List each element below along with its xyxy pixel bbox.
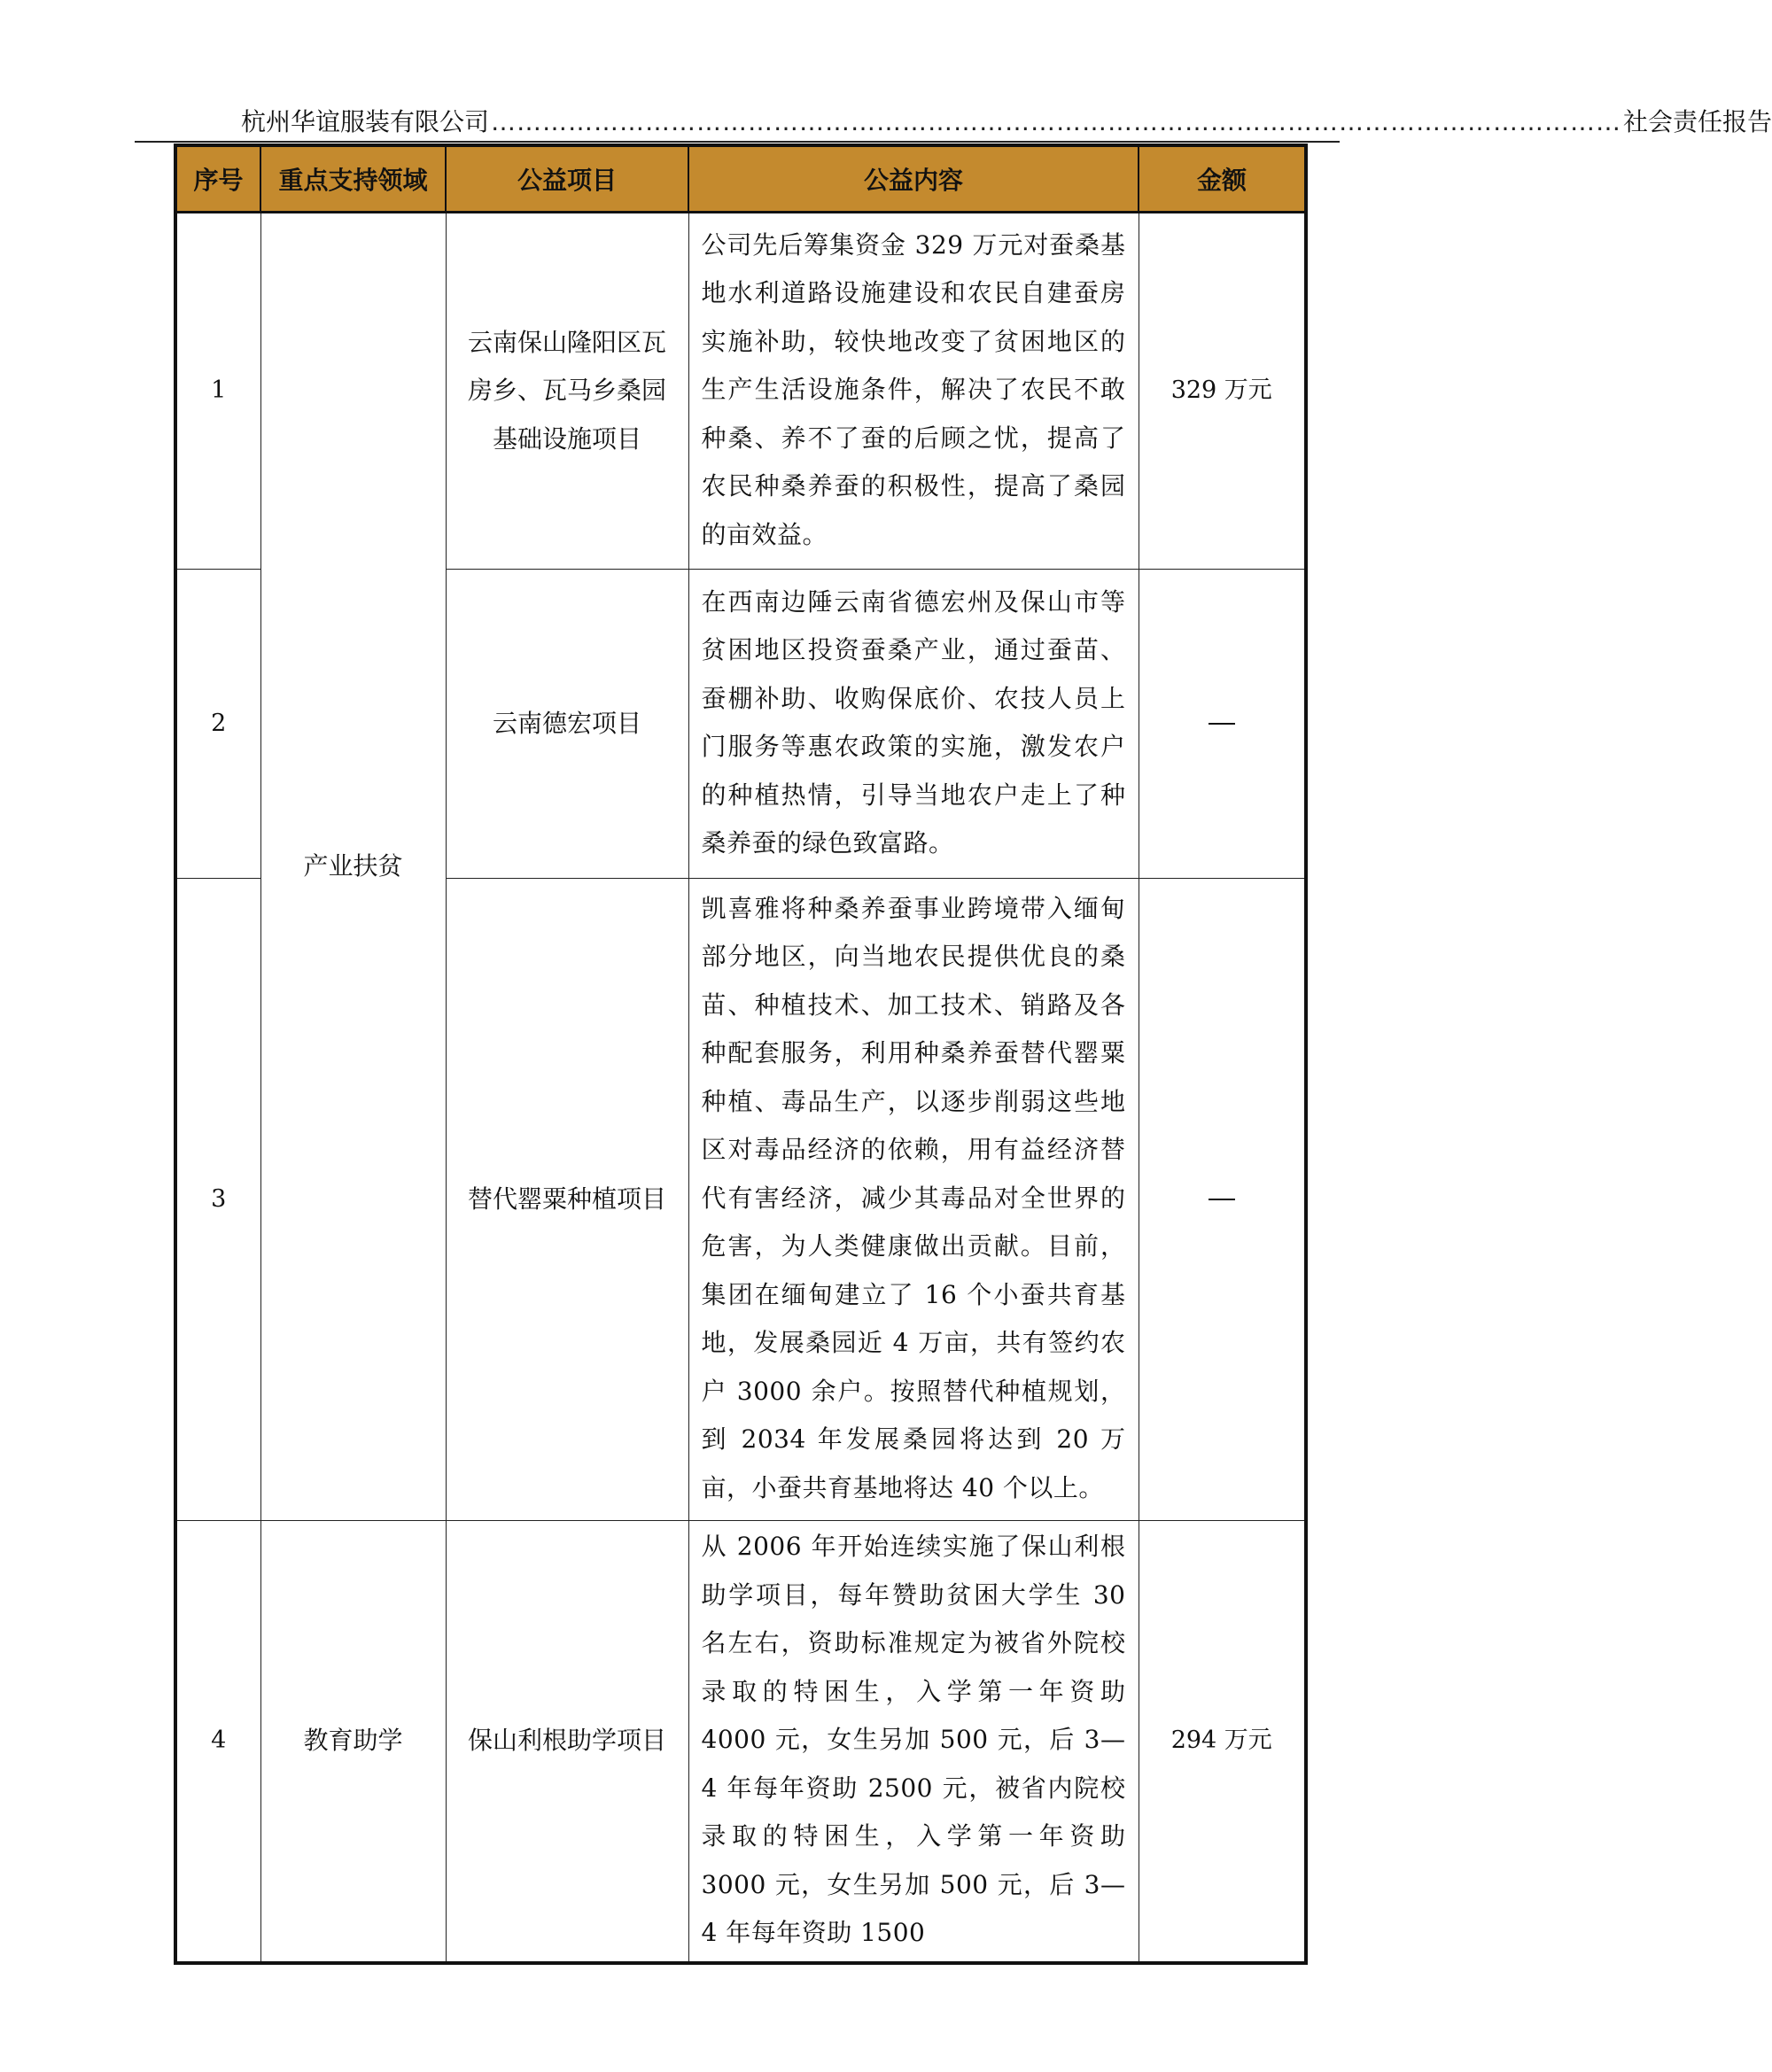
project-name: 云南保山隆阳区瓦房乡、瓦马乡桑园基础设施项目 bbox=[446, 213, 688, 570]
table-header-row bbox=[175, 145, 1306, 213]
report-title: 社会责任报告 bbox=[1623, 107, 1772, 136]
header-rule bbox=[135, 141, 1340, 143]
col-header-content: 公益内容 bbox=[688, 145, 1139, 213]
amount-dash bbox=[1209, 1199, 1235, 1200]
col-header-no: 序号 bbox=[175, 145, 260, 213]
col-header-project: 公益项目 bbox=[446, 145, 688, 213]
row-number: 2 bbox=[175, 570, 260, 879]
table-row bbox=[175, 213, 1306, 570]
row-number: 4 bbox=[175, 1521, 260, 1963]
project-name: 替代罂粟种植项目 bbox=[446, 879, 688, 1521]
project-name: 云南德宏项目 bbox=[446, 570, 688, 879]
company-name: 杭州华谊服装有限公司 bbox=[241, 107, 490, 136]
col-header-field: 重点支持领域 bbox=[260, 145, 446, 213]
project-amount: 329 万元 bbox=[1139, 213, 1306, 570]
project-content: 凯喜雅将种桑养蚕事业跨境带入缅甸部分地区，向当地农民提供优良的桑苗、种植技术、加工技术、销路及各种配套服务，利用种桑养蚕替代罂粟种植、毒品生产，以逐步削弱这些地区对毒品经济的依赖，用有益经济替代有害经济，减少其毒品对全世界的危害，为人类健康做出贡献。目前，集团在缅甸建立了 16 个小蚕共育基地，发展桑园近 4 万亩，共有签约农户 3000 余户。按照替代种植规划，到 2034 年发展桑园将达到 20 万亩，小蚕共育基地将达 40 个以上。 bbox=[688, 879, 1139, 1521]
table-row bbox=[175, 1521, 1306, 1963]
project-amount: 294 万元 bbox=[1139, 1521, 1306, 1963]
project-amount bbox=[1139, 570, 1306, 879]
project-content: 在西南边陲云南省德宏州及保山市等贫困地区投资蚕桑产业，通过蚕苗、蚕棚补助、收购保底价、农技人员上门服务等惠农政策的实施，激发农户的种植热情，引导当地农户走上了种桑养蚕的绿色致富路。 bbox=[688, 570, 1139, 879]
charity-projects-table bbox=[174, 144, 1308, 1965]
header-dot-leader: …………………………………………………………………………………………………………………… bbox=[491, 107, 1622, 136]
project-name: 保山利根助学项目 bbox=[446, 1521, 688, 1963]
support-field: 教育助学 bbox=[260, 1521, 446, 1963]
row-number: 1 bbox=[175, 213, 260, 570]
row-number: 3 bbox=[175, 879, 260, 1521]
page-header bbox=[241, 105, 1772, 140]
project-content: 从 2006 年开始连续实施了保山利根助学项目，每年赞助贫困大学生 30 名左右，资助标准规定为被省外院校录取的特困生，入学第一年资助 4000 元，女生另加 500 元，后 3—4 年每年资助 2500 元，被省内院校录取的特困生，入学第一年资助 3000 元，女生另加 500 元，后 3—4 年每年资助 1500 bbox=[688, 1521, 1139, 1963]
support-field: 产业扶贫 bbox=[260, 213, 446, 1521]
project-amount bbox=[1139, 879, 1306, 1521]
col-header-amount: 金额 bbox=[1139, 145, 1306, 213]
amount-dash bbox=[1209, 723, 1235, 725]
project-content: 公司先后筹集资金 329 万元对蚕桑基地水利道路设施建设和农民自建蚕房实施补助，较快地改变了贫困地区的生产生活设施条件，解决了农民不敢种桑、养不了蚕的后顾之忧，提高了农民种桑养蚕的积极性，提高了桑园的亩效益。 bbox=[688, 213, 1139, 570]
